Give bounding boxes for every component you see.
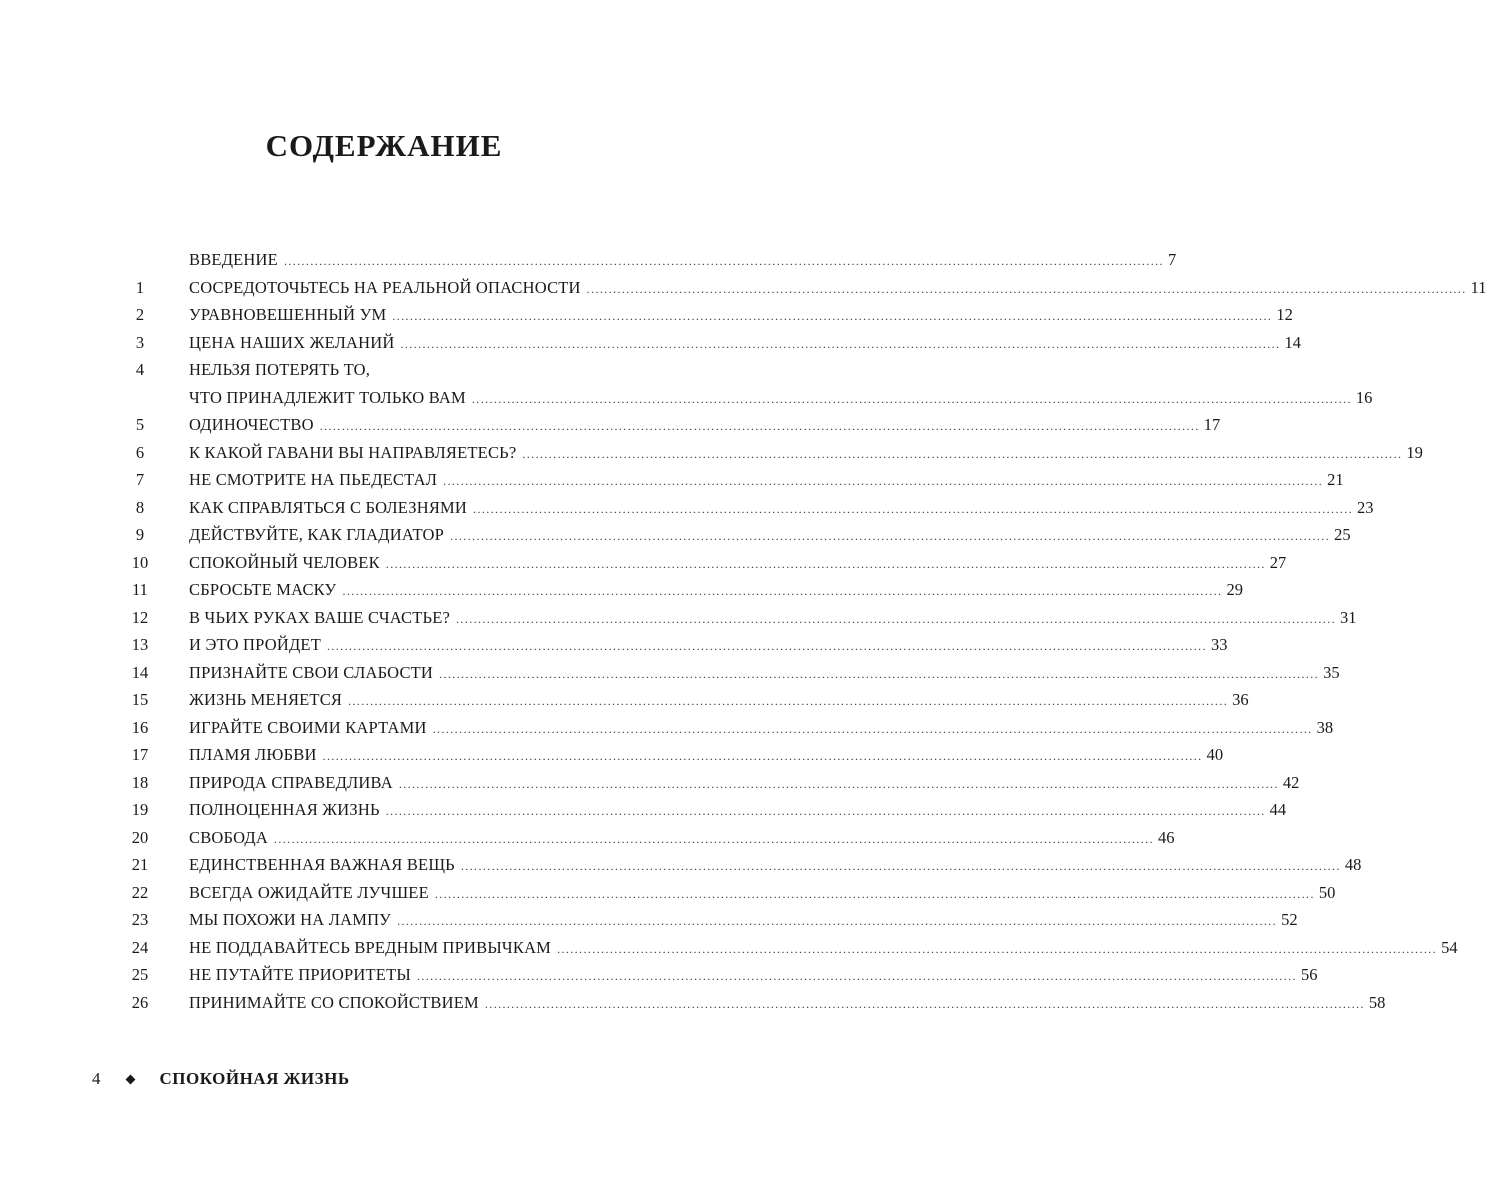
toc-entry <box>0 796 1287 824</box>
toc-entry-page: 17 <box>1203 415 1221 434</box>
toc-entry-title: И ЭТО ПРОЙДЕТ <box>189 635 321 654</box>
toc-entry-page: 50 <box>1318 882 1336 902</box>
toc-dot-leader: ........................................................................................................................................................................................................ <box>385 804 1266 818</box>
toc-entry-number: 10 <box>131 552 149 572</box>
toc-entry-body <box>189 934 1458 964</box>
toc-entry <box>0 906 1298 934</box>
toc-entry-page: 25 <box>1334 525 1351 544</box>
toc-entry-number: 1 <box>135 277 145 297</box>
page-footer <box>92 1069 350 1089</box>
toc-dot-leader: ........................................................................................................................................................................................................ <box>400 336 1281 351</box>
toc-entry-body <box>189 576 1243 606</box>
toc-dot-leader: ........................................................................................................................................................................................................ <box>416 969 1297 983</box>
toc-entry-title: ПРИРОДА СПРАВЕДЛИВА <box>189 772 393 792</box>
toc-dot-leader: ........................................................................................................................................................................................................ <box>484 996 1365 1011</box>
toc-entry <box>0 384 1373 412</box>
footer-page-number: 4 <box>92 1069 101 1088</box>
toc-dot-leader: ........................................................................................................................................................................................................ <box>471 391 1352 406</box>
toc-entry <box>0 879 1336 907</box>
toc-dot-leader: ........................................................................................................................................................................................................ <box>397 914 1278 928</box>
toc-entry-title: ЦЕНА НАШИХ ЖЕЛАНИЙ <box>189 332 395 352</box>
toc-entry <box>0 274 1487 302</box>
toc-entry <box>0 411 1221 439</box>
toc-entry-body <box>189 851 1362 881</box>
toc-dot-leader: ........................................................................................................................................................................................................ <box>450 529 1331 543</box>
toc-entry <box>0 494 1374 522</box>
toc-entry-body <box>189 631 1228 661</box>
toc-entry-title: СВОБОДА <box>189 827 268 847</box>
toc-entry-title: ПЛАМЯ ЛЮБВИ <box>189 745 317 764</box>
toc-entry <box>0 301 1293 329</box>
toc-entry <box>0 631 1228 659</box>
toc-entry <box>0 439 1423 467</box>
toc-entry-title: ПРИЗНАЙТЕ СВОИ СЛАБОСТИ <box>189 662 434 682</box>
toc-entry <box>0 686 1249 714</box>
toc-dot-leader: ........................................................................................................................................................................................................ <box>557 941 1438 956</box>
toc-entry-page: 12 <box>1276 305 1293 324</box>
toc-entry <box>0 934 1458 962</box>
toc-entry-title: СПОКОЙНЫЙ ЧЕЛОВЕК <box>189 552 380 572</box>
toc-entry-title: НЕ ПУТАЙТЕ ПРИОРИТЕТЫ <box>189 965 411 984</box>
toc-entry <box>0 989 1386 1017</box>
toc-entry-body <box>189 769 1300 799</box>
toc-entry-body <box>189 466 1344 496</box>
toc-entry-number: 6 <box>135 442 145 462</box>
toc-entry-page: 21 <box>1327 470 1344 489</box>
toc-entry-title: КАК СПРАВЛЯТЬСЯ С БОЛЕЗНЯМИ <box>189 497 468 517</box>
toc-entry-body <box>189 961 1318 991</box>
toc-entry <box>0 851 1362 879</box>
toc-entry-number: 4 <box>135 360 145 379</box>
toc-entry-title: СБРОСЬТЕ МАСКУ <box>189 580 337 599</box>
toc-entry-title: К КАКОЙ ГАВАНИ ВЫ НАПРАВЛЯЕТЕСЬ? <box>189 442 517 462</box>
toc-entry-page: 46 <box>1157 827 1175 847</box>
toc-entry-title: ВВЕДЕНИЕ <box>189 250 278 269</box>
toc-entry-body <box>189 686 1249 716</box>
toc-entry-number: 9 <box>135 525 145 544</box>
toc-entry-body <box>189 549 1287 579</box>
toc-entry-title: ОДИНОЧЕСТВО <box>189 415 314 434</box>
toc-entry-body <box>189 494 1374 524</box>
toc-entry-page: 42 <box>1282 772 1300 792</box>
toc-entry-page: 36 <box>1232 690 1249 709</box>
toc-entry-page: 35 <box>1323 662 1340 682</box>
toc-entry-page: 19 <box>1406 442 1423 462</box>
toc-entry <box>0 769 1300 797</box>
toc-entry-body <box>189 714 1334 744</box>
toc-dot-leader: ........................................................................................................................................................................................................ <box>398 776 1279 791</box>
toc-entry-page: 44 <box>1269 800 1287 819</box>
toc-entry-number: 5 <box>135 415 145 434</box>
toc-entry-body <box>189 796 1287 826</box>
toc-entry-page: 40 <box>1206 745 1224 764</box>
toc-dot-leader: ........................................................................................................................................................................................................ <box>283 254 1164 268</box>
toc-entry-number: 20 <box>131 827 149 847</box>
toc-dot-leader: ........................................................................................................................................................................................................ <box>348 694 1229 708</box>
toc-entry-title: ЖИЗНЬ МЕНЯЕТСЯ <box>189 690 343 709</box>
toc-entry-page: 52 <box>1281 910 1298 929</box>
toc-entry-number: 26 <box>131 992 149 1012</box>
toc-entry-number: 11 <box>132 580 148 599</box>
diamond-icon <box>125 1074 135 1084</box>
toc-entry-number: 16 <box>131 717 149 737</box>
toc-entry <box>0 604 1357 632</box>
toc-entry <box>0 824 1175 852</box>
toc-entry-body <box>189 411 1221 441</box>
toc-entry-number: 7 <box>135 470 145 489</box>
toc-entry-page: 23 <box>1357 497 1374 517</box>
toc-entry-body <box>189 659 1340 689</box>
toc-entry <box>0 961 1318 989</box>
toc-entry-page: 14 <box>1284 332 1301 352</box>
footer-book-title: СПОКОЙНАЯ ЖИЗНЬ <box>159 1069 350 1088</box>
toc-entry-page: 27 <box>1269 552 1287 572</box>
toc-entry-page: 16 <box>1355 387 1373 407</box>
toc-entry-number: 17 <box>131 745 149 764</box>
toc-dot-leader: ........................................................................................................................................................................................................ <box>522 446 1403 461</box>
toc-entry-title: СОСРЕДОТОЧЬТЕСЬ НА РЕАЛЬНОЙ ОПАСНОСТИ <box>189 277 581 297</box>
toc-entry-title: ДЕЙСТВУЙТЕ, КАК ГЛАДИАТОР <box>189 525 445 544</box>
toc-entry <box>0 741 1224 769</box>
toc-entry-number: 25 <box>131 965 149 984</box>
toc-entry <box>0 576 1243 604</box>
toc-entry-page: 33 <box>1210 635 1228 654</box>
toc-entry-page: 54 <box>1441 937 1458 957</box>
toc-entry-number: 12 <box>131 607 149 627</box>
toc-entry-number: 19 <box>131 800 149 819</box>
toc-entry <box>0 329 1301 357</box>
toc-entry-title: ВСЕГДА ОЖИДАЙТЕ ЛУЧШЕЕ <box>189 882 429 902</box>
toc-dot-leader: ........................................................................................................................................................................................................ <box>432 721 1313 736</box>
toc-entry-title: ЕДИНСТВЕННАЯ ВАЖНАЯ ВЕЩЬ <box>189 855 455 874</box>
toc-dot-leader: ........................................................................................................................................................................................................ <box>273 831 1154 846</box>
toc-entry-title: ПРИНИМАЙТЕ СО СПОКОЙСТВИЕМ <box>189 992 479 1012</box>
toc-entry <box>0 714 1334 742</box>
toc-entry-body <box>189 741 1224 771</box>
toc-entry <box>0 466 1344 494</box>
toc-entry-body <box>189 439 1423 469</box>
toc-dot-leader: ........................................................................................................................................................................................................ <box>456 611 1336 626</box>
toc-entry-number: 18 <box>131 772 149 792</box>
toc-entry-title: ПОЛНОЦЕННАЯ ЖИЗНЬ <box>189 800 380 819</box>
toc-entry-page: 38 <box>1316 717 1334 737</box>
toc-entry-number: 14 <box>131 662 149 682</box>
toc-entry-title: В ЧЬИХ РУКАХ ВАШЕ СЧАСТЬЕ? <box>189 607 450 627</box>
toc-entry-page: 56 <box>1300 965 1318 984</box>
toc-dot-leader: ........................................................................................................................................................................................................ <box>319 419 1200 433</box>
toc-dot-leader: ........................................................................................................................................................................................................ <box>473 501 1354 516</box>
toc-entry-page: 29 <box>1226 580 1243 599</box>
toc-dot-leader: ........................................................................................................................................................................................................ <box>434 886 1315 901</box>
toc-dot-leader: ........................................................................................................................................................................................................ <box>326 639 1207 653</box>
toc-entry <box>0 521 1351 549</box>
toc-dot-leader: ........................................................................................................................................................................................................ <box>586 281 1467 296</box>
toc-dot-leader: ........................................................................................................................................................................................................ <box>443 474 1324 488</box>
toc-entry <box>0 246 1177 274</box>
toc-entry-body <box>189 879 1336 909</box>
toc-entry-number: 2 <box>135 305 145 324</box>
toc-entry-page: 31 <box>1340 607 1357 627</box>
toc-dot-leader: ........................................................................................................................................................................................................ <box>439 666 1320 681</box>
toc-entry-number: 15 <box>131 690 149 709</box>
toc-entry <box>0 549 1287 577</box>
toc-entry-body <box>189 301 1293 331</box>
toc-dot-leader: ........................................................................................................................................................................................................ <box>385 556 1266 571</box>
toc-entry-body <box>189 989 1386 1019</box>
toc-entry-body <box>189 329 1301 359</box>
toc-entry-number: 24 <box>131 937 149 957</box>
toc-entry-body <box>189 384 1373 414</box>
toc-entry-number: 21 <box>131 855 149 874</box>
toc-entry-body <box>189 824 1175 854</box>
toc-entry-body <box>189 246 1177 276</box>
toc-entry-title: ИГРАЙТЕ СВОИМИ КАРТАМИ <box>189 717 427 737</box>
toc-entry-number: 13 <box>131 635 149 654</box>
toc-entry-number: 8 <box>135 497 145 517</box>
toc-entry-number: 22 <box>131 882 149 902</box>
toc-entry-title: УРАВНОВЕШЕННЫЙ УМ <box>189 305 387 324</box>
toc-dot-leader: ........................................................................................................................................................................................................ <box>342 584 1223 598</box>
toc-entry <box>0 659 1340 687</box>
toc-entry-title: НЕЛЬЗЯ ПОТЕРЯТЬ ТО, <box>189 360 371 379</box>
toc-entry-body <box>189 604 1357 634</box>
page-title: СОДЕРЖАНИЕ <box>265 128 503 163</box>
toc-entry-body <box>189 356 661 384</box>
toc-dot-leader: ........................................................................................................................................................................................................ <box>322 749 1203 763</box>
toc-entry-body <box>189 906 1298 936</box>
table-of-contents <box>0 246 1487 1016</box>
toc-entry-title: МЫ ПОХОЖИ НА ЛАМПУ <box>189 910 392 929</box>
toc-entry-page: 48 <box>1344 855 1362 874</box>
toc-dot-leader: ........................................................................................................................................................................................................ <box>392 309 1273 323</box>
toc-dot-leader: ........................................................................................................................................................................................................ <box>460 859 1341 873</box>
toc-entry <box>0 356 768 384</box>
toc-entry-title: НЕ СМОТРИТЕ НА ПЬЕДЕСТАЛ <box>189 470 438 489</box>
toc-entry-title: НЕ ПОДДАВАЙТЕСЬ ВРЕДНЫМ ПРИВЫЧКАМ <box>189 937 552 957</box>
toc-entry-number: 3 <box>135 332 145 352</box>
toc-entry-body <box>189 521 1351 551</box>
toc-entry-title: ЧТО ПРИНАДЛЕЖИТ ТОЛЬКО ВАМ <box>189 387 466 407</box>
toc-entry-number: 23 <box>131 910 149 929</box>
toc-entry-page: 58 <box>1368 992 1386 1012</box>
toc-entry-page: 7 <box>1167 250 1177 269</box>
toc-entry-page: 11 <box>1470 277 1487 297</box>
toc-entry-body <box>189 274 1487 304</box>
